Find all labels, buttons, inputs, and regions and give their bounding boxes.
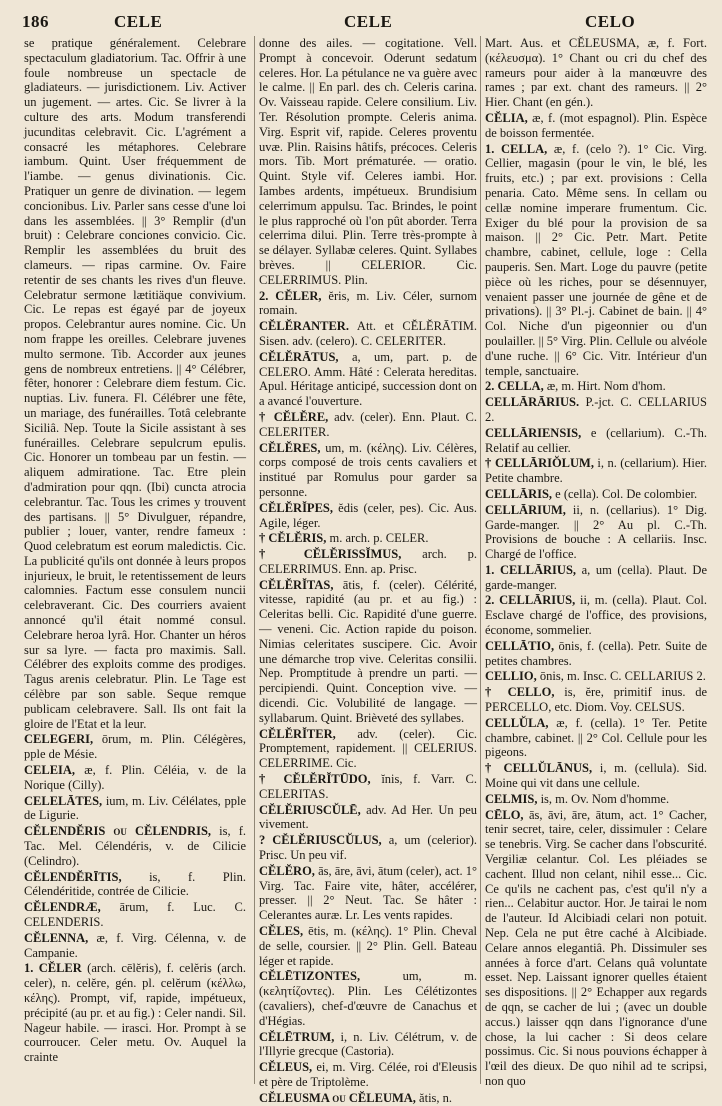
page-number: 186 <box>22 12 49 31</box>
entry-text: i, n. (cellarium). Hier. Petite chambre. <box>485 456 707 486</box>
entry-text: i, n. Liv. Célétrum, v. de l'Illyrie grecque (Castoria). <box>259 1029 477 1059</box>
dictionary-entry <box>485 487 707 502</box>
entry-text: ătis, n. <box>419 1090 453 1105</box>
entry-text: æ, f. Virg. Célenna, v. de Campanie. <box>24 930 247 960</box>
entry-headword: CĔLĔRO, <box>259 863 315 878</box>
entry-text: ii, n. (cellarius). 1° Dig. Garde-manger. || 2° Au pl. C.-Th. Provisions de bouche : A cellariis. Insc. Chargé de l'office. <box>485 502 707 562</box>
entry-headword: CĔLENDĔRIS ou CĔLENDRIS, <box>24 824 212 839</box>
entry-headword: CĒLO, <box>485 807 524 822</box>
dictionary-entry <box>259 578 477 726</box>
entry-text: ĕris, m. Liv. Céler, surnom romain. <box>259 288 477 318</box>
entry-headword: CELMIS, <box>485 791 538 806</box>
entry-headword: 1. CELLA, <box>485 141 548 156</box>
entry-headword: 2. CELLA, <box>485 379 544 394</box>
dictionary-entry <box>24 900 246 930</box>
dictionary-entry <box>259 833 477 863</box>
entry-headword: CĔLĒTRUM, <box>259 1029 335 1044</box>
entry-text: e (cellarium). C.-Th. Relatif au cellier. <box>485 425 707 455</box>
entry-headword: CĔLEUSMA ou CĔLEUMA, <box>259 1090 416 1105</box>
dictionary-entry <box>485 716 707 760</box>
dictionary-entry <box>24 870 246 900</box>
entry-text: ĭnis, f. Varr. C. CELERITAS. <box>259 772 477 801</box>
dictionary-entry <box>259 441 477 500</box>
entry-headword: CĔLĔRES, <box>259 440 321 455</box>
dictionary-entry <box>485 593 707 637</box>
entry-text: ei, m. Virg. Célée, roi d'Eleusis et père de Triptolème. <box>259 1060 477 1089</box>
dictionary-entry <box>24 794 246 824</box>
entry-headword: CĔLEUS, <box>259 1060 313 1075</box>
entry-headword: CELEGERI, <box>24 732 94 747</box>
entry-continuation <box>24 36 246 731</box>
dictionary-entry <box>259 410 477 440</box>
dictionary-entry <box>259 547 477 577</box>
entry-text: ās, āre, āvi, ātum (celer), act. 1° Virg. Tac. Faire vite, hâter, accélérer, presser. || 2° Neut. Tac. Se hâter : Celerantes auræ. Lr. Les vents rapides. <box>259 863 477 923</box>
dictionary-entry <box>259 803 477 833</box>
entry-text: P.-jct. C. CELLARIUS 2. <box>485 395 708 424</box>
entry-headword: CĔLĔRANTER. <box>259 319 349 334</box>
entry-text: ĕdis (celer, pes). Cic. Aus. Agile, léger. <box>259 500 478 530</box>
entry-text: ātis, f. (celer). Célérité, vitesse, rapidité (au pr. et au fig.) : Celeritas belli. Cic. Rapidité d'une guerre. — veneni. Cic. Action rapide du poison. Nimias celeritates suscipere. Cic. Avoir une démarche trop vive. Celeritas consilii. Nep. Promptitude à prendre un parti. — percipiendi. Quint. Conception vive. — dicendi. Cic. Volubilité de langage. — syllabarum. Quint. Brièveté des syllabes. <box>259 577 477 725</box>
entry-headword: CĔLES, <box>259 924 304 939</box>
entry-continuation <box>485 36 707 110</box>
entry-headword: † CĔLĔRĬTŪDO, <box>259 772 371 787</box>
dictionary-entry <box>259 969 477 1028</box>
dictionary-entry <box>259 350 477 409</box>
entry-headword: CĔLĔRĀTUS, <box>259 349 339 364</box>
dictionary-entry <box>259 501 477 531</box>
entry-text: ās, āvi, āre, ātum, act. 1° Cacher, tenir secret, taire, celer, dissimuler : Celare se tenebris. Virg. Se cacher dans l'obscurité. Vergiliæ celantur. Col. Les pléiades se cachent. Illud non celant, nihil esse... Cic. Ce qu'ils ne cachent pas, c'est qu'il n'y a rien... Celabitur auctor. Hor. Je tairai le nom de l'auteur. Id Alcibiadi celari non potuit. Nep. Cela ne put être caché à Alcibiade. Celare annos elegantiâ. Ph. Dissimuler ses années à force d'art. Celans quâ voluntate esset. Nep. Laissant ignorer quelles étaient ses dispositions. || 2° Echapper aux regards de qqn, se cacher de lui ; (avec un double accus.) laisser qqn dans l'ignorance d'une chose, la lui cacher : Si deos celare possimus. Cic. Si nous pouvions échapper à l'œil des dieux. De quo nihil ad te scripsi, non quo <box>485 807 707 1088</box>
dictionary-entry <box>485 792 707 807</box>
dictionary-entry <box>259 1091 477 1106</box>
entry-headword: 2. CELLĀRIUS, <box>485 593 576 608</box>
entry-text: i, m. (cellula). Sid. Moine qui vit dans une cellule. <box>485 761 708 791</box>
dictionary-entry <box>259 924 477 968</box>
running-head-center: CELE <box>344 12 393 31</box>
column-3 <box>480 36 708 1088</box>
entry-text: (arch. cēlĕris), f. celĕris (arch. celer), n. celĕre, gén. pl. celĕrum (κέλλω, κέλης). Prompt, vif, rapide, impétueux, précipité (au pr. et au fig.) : Celer nandi. Sil. Nageur habile. — irasci. Hor. Prompt à se courroucer. Celer metu. Ov. Auquel la crainte <box>24 961 247 1065</box>
entry-text: æ, f. Plin. Céléia, v. de la Norique (Cilly). <box>24 763 246 792</box>
dictionary-entry <box>24 931 246 961</box>
dictionary-entry <box>485 563 707 593</box>
column-1 <box>24 36 246 1084</box>
running-head-right: CELO <box>585 12 636 31</box>
entry-headword: CĔLĔRIUSCŬLĒ, <box>259 802 361 817</box>
entry-headword: CĔLENDĔRĪTIS, <box>24 869 122 884</box>
dictionary-entry <box>485 761 707 791</box>
entry-text: donne des ailes. — cogitatione. Vell. Prompt à concevoir. Oderunt sedatum celeres. Hor. La pétulance ne va guère avec le calme. || En parl. des ch. Celeris carina. Ov. Vaisseau rapide. Celere consilium. Liv. Ter. Résolution prompte. Celeris anima. Virg. Esprit vif, rapide. Celeres proventu uvæ. Plin. Raisins hâtifs, précoces. Celeris mors. Tib. Mort prématurée. — oratio. Quint. Style vif. Celeres iambi. Hor. Iambes ardents, impétueux. Brundisium celerrimum appulsu. Tac. Brindes, le point le plus rapproché où l'on pût aborder. Terra celerrima dilui. Plin. Terre très-prompte à se délayer. Syllabæ celeres. Quint. Syllabes brèves. || CELERIOR. Cic. CELERRIMUS. Plin. <box>259 36 477 287</box>
entry-text: adv. (celer). Enn. Plaut. C. CELERITER. <box>259 409 478 439</box>
entry-headword: CELEIA, <box>24 763 76 778</box>
entry-text: um, m. (κελητίζοντες). Plin. Les Célétizontes (cavaliers), chef-d'œuvre de Canachus et d'Hégias. <box>259 969 478 1028</box>
dictionary-entry <box>485 111 707 141</box>
entry-text: æ, f. (cella). 1° Ter. Petite chambre, cabinet. || 2° Col. Cellule pour les pigeons. <box>485 715 707 760</box>
dictionary-entry <box>24 732 246 762</box>
entry-text: is, m. Ov. Nom d'homme. <box>540 791 670 806</box>
entry-headword: CĔLĒTIZONTES, <box>259 969 361 984</box>
entry-text: ōnis, m. Insc. C. CELLARIUS 2. <box>539 669 706 684</box>
entry-headword: † CĔLĔRIS, <box>259 531 327 546</box>
dictionary-entry <box>259 1030 477 1060</box>
entry-headword: † CĔLĔRE, <box>259 409 329 424</box>
entry-headword: CĔLĔRĬPES, <box>259 500 333 515</box>
entry-text: is, f. Plin. Célendéritide, contrée de Cilicie. <box>24 869 246 899</box>
page-header <box>22 12 704 34</box>
entry-headword: CELLĀRIUM, <box>485 502 566 517</box>
dictionary-entry <box>485 142 707 379</box>
entry-continuation <box>259 36 477 288</box>
entry-text: se pratique généralement. Celebrare spectaculum gladiatorium. Tac. Offrir à une foule nombreuse un spectacle de gladiateurs. — jurisdictionem. Liv. Activer un jugement. — artes. Cic. Se livrer à la culture des arts. Modum transferendi jucunditas celebravit. Cic. L'agrément a consacré les métaphores. Celebrare iambum. Quint. User fréquemment de l'iambe. — genus divinationis. Cic. Pratiquer un genre de divination. — legem concionibus. Liv. Parler sans cesse d'une loi dans les assemblées. || 3° Remplir (d'un bruit) : Celebrare conciones convicio. Cic. Remplir les assemblées du bruit des clameurs. — ripas carmine. Ov. Faire retentir de ses chants les rives d'un fleuve. Celebratur sermone lætitiäque convivium. Cic. Le repas est égayé par de joyeux propos. Celebrantur aures nomine. Cic. Un nom frappe les oreilles. Celebrare juvenes multo sermone. Tib. Accorder aux jeunes gens de nombreux entretiens. || 4° Célébrer, fêter, honorer : Celebrare diem festum. Cic. nuptias. Liv. funera. Fl. Célébrer une fête, un mariage, des funérailles. Totâ celebrante Siciliâ. Nep. Toute la Sicile assistant à ses funérailles. Celebrare sepulcrum epulis. Cic. Honorer un tombeau par un festin. — aliquem admiratione. Tac. Etre plein d'admiration pour qqn. (Ibi) cuncta atrocia celebrantur. Tac. Tous les crimes y trouvent des partisans. || 5° Divulguer, répandre, publier ; louer, vanter, rendre fameux : Quod celebratum est eorum maledictis. Cic. La publicité qu'ils ont donnée à leurs propos injurieux, le bruit, le retentissement de leurs calomnies. Factum esse consulem nuncii celebraverant. Cic. Des courriers avaient annoncé qu'il était nommé consul. Celebrare heroa lyrâ. Hor. Chanter un héros sur sa lyre. — facta pro maximis. Sall. Célébrer des exploits comme des prodiges. Tagus arenis celebratur. Plin. Le Tage est célèbre par son sable. Seque remque publicam celebravere. Sall. Ils ont fait la gloire de l'Etat et la leur. <box>24 36 246 731</box>
entry-text: m. arch. p. CELER. <box>329 531 429 546</box>
entry-headword: 2. CĔLER, <box>259 288 322 303</box>
entry-headword: CELLĀRĀRIUS. <box>485 395 580 410</box>
entry-text: a, um, part. p. de CELERO. Amm. Hâté : Celerata hereditas. Apul. Héritage anticipé, succession dont on a avancé l'ouverture. <box>259 349 477 409</box>
entry-headword: CĔLENNA, <box>24 930 89 945</box>
entry-text: Att. et CĔLĔRĀTIM. Sisen. adv. (celero). C. CELERITER. <box>259 319 477 348</box>
dictionary-entry <box>259 864 477 923</box>
dictionary-entry <box>259 1060 477 1090</box>
entry-text: ārum, f. Luc. C. CELENDERIS. <box>24 900 246 930</box>
entry-text: e (cella). Col. De colombier. <box>555 486 698 501</box>
dictionary-entry <box>24 961 246 1065</box>
dictionary-entry <box>24 763 246 793</box>
entry-text: ōrum, m. Plin. Célégères, pple de Mésie. <box>24 732 247 762</box>
entry-headword: CĔLĔRĬTER, <box>259 726 336 741</box>
dictionary-entry <box>259 772 477 802</box>
entry-text: a, um (cella). Plaut. De garde-manger. <box>485 562 707 592</box>
dictionary-entry <box>485 808 707 1089</box>
dictionary-entry <box>259 289 477 319</box>
dictionary-entry <box>259 531 477 546</box>
entry-text: Mart. Aus. et CĔLEUSMA, æ, f. Fort. (κέλευσμα). 1° Chant ou cri du chef des rameurs pour aider à la manœuvre des rames ; par ext. chant des rameurs. || 2° Hier. Chant (en gén.). <box>485 36 707 110</box>
entry-headword: CĔLENDRÆ, <box>24 900 101 915</box>
entry-text: is, f. Tac. Mel. Célendéris, v. de Cilicie (Celindro). <box>24 824 247 868</box>
dictionary-entry <box>485 669 707 684</box>
dictionary-entry <box>485 685 707 715</box>
entry-text: æ, f. (mot espagnol). Plin. Espèce de boisson fermentée. <box>485 110 707 140</box>
dictionary-entry <box>485 395 707 425</box>
dictionary-entry <box>24 824 246 868</box>
dictionary-entry <box>485 379 707 394</box>
entry-headword: † CELLĀRIŎLUM, <box>485 456 594 471</box>
entry-text: adv. Ad Her. Un peu vivement. <box>259 802 477 832</box>
entry-headword: CELLĀRIS, <box>485 486 553 501</box>
entry-headword: CELLĀRIENSIS, <box>485 425 582 440</box>
entry-text: ii, m. (cella). Plaut. Col. Esclave chargé de l'office, des provisions, économe, sommelier. <box>485 593 707 638</box>
entry-headword: CELLIO, <box>485 669 537 684</box>
running-head-left: CELE <box>114 12 163 31</box>
entry-text: adv. (celer). Cic. Promptement, rapidement. || CELERIUS. CELERRIME. Cic. <box>259 726 478 771</box>
entry-headword: † CĔLĔRISSĬMUS, <box>259 547 402 562</box>
entry-text: a, um (celerior). Prisc. Un peu vif. <box>259 833 478 863</box>
dictionary-entry <box>485 426 707 456</box>
entry-headword: CELELĀTES, <box>24 793 103 808</box>
entry-headword: CĔLIA, <box>485 110 528 125</box>
entry-headword: † CELLŬLĀNUS, <box>485 761 593 776</box>
entry-text: ōnis, f. (cella). Petr. Suite de petites chambres. <box>485 638 707 668</box>
entry-text: ētis, m. (κέλης). 1° Plin. Cheval de selle, coursier. || 2° Plin. Gell. Bateau léger et rapide. <box>259 924 477 968</box>
entry-headword: 1. CĔLER <box>24 961 82 976</box>
dictionary-entry <box>259 727 477 771</box>
dictionary-entry <box>259 319 477 349</box>
entry-text: æ, m. Hirt. Nom d'hom. <box>546 379 666 394</box>
entry-text: is, ĕre, primitif inus. de PERCELLO, etc. Diom. Voy. CELSUS. <box>485 685 708 715</box>
entry-text: um, m. (κέλης). Liv. Célères, corps composé de trois cents cavaliers et institué par Romulus pour garder sa personne. <box>259 440 478 499</box>
entry-text: arch. p. CELERRIMUS. Enn. ap. Prisc. <box>259 547 477 576</box>
entry-headword: † CELLO, <box>485 685 555 700</box>
dictionary-entry <box>485 456 707 486</box>
dictionary-entry <box>485 503 707 562</box>
dictionary-entry <box>485 639 707 669</box>
entry-headword: 1. CELLĀRIUS, <box>485 562 577 577</box>
column-2 <box>254 36 478 1105</box>
entry-headword: CELLĀTIO, <box>485 638 555 653</box>
entry-headword: CELLŬLA, <box>485 715 549 730</box>
entry-text: ium, m. Liv. Célélates, pple de Ligurie. <box>24 793 246 823</box>
entry-headword: CĔLĔRĬTAS, <box>259 577 334 592</box>
entry-headword: ? CĔLĔRIUSCŬLUS, <box>259 833 382 848</box>
entry-text: æ, f. (celo ?). 1° Cic. Virg. Cellier, magasin (pour le vin, le blé, les fruits, etc.) ; par ext. provisions : Cella penaria. Cato. Même sens. In cellam ou cellæ nomine imperare frumentum. Cic. Exiger du blé pour la provision de sa maison. || 2° Cic. Petr. Mart. Petite chambre, cabinet, cellule, loge : Cella pauperis. Sen. Mart. Loge du pauvre (petite pièce où les riches, pour se désennuyer, venaient passer une journée de gêne et de privations). || 3° Pl.-j. Cabinet de bain. || 4° Col. Niche d'un pigeonnier ou d'un poulailler. || 5° Virg. Plin. Cellule ou alvéole d'une ruche. || 6° Cic. Vitr. Intérieur d'un temple, sanctuaire. <box>485 141 708 378</box>
